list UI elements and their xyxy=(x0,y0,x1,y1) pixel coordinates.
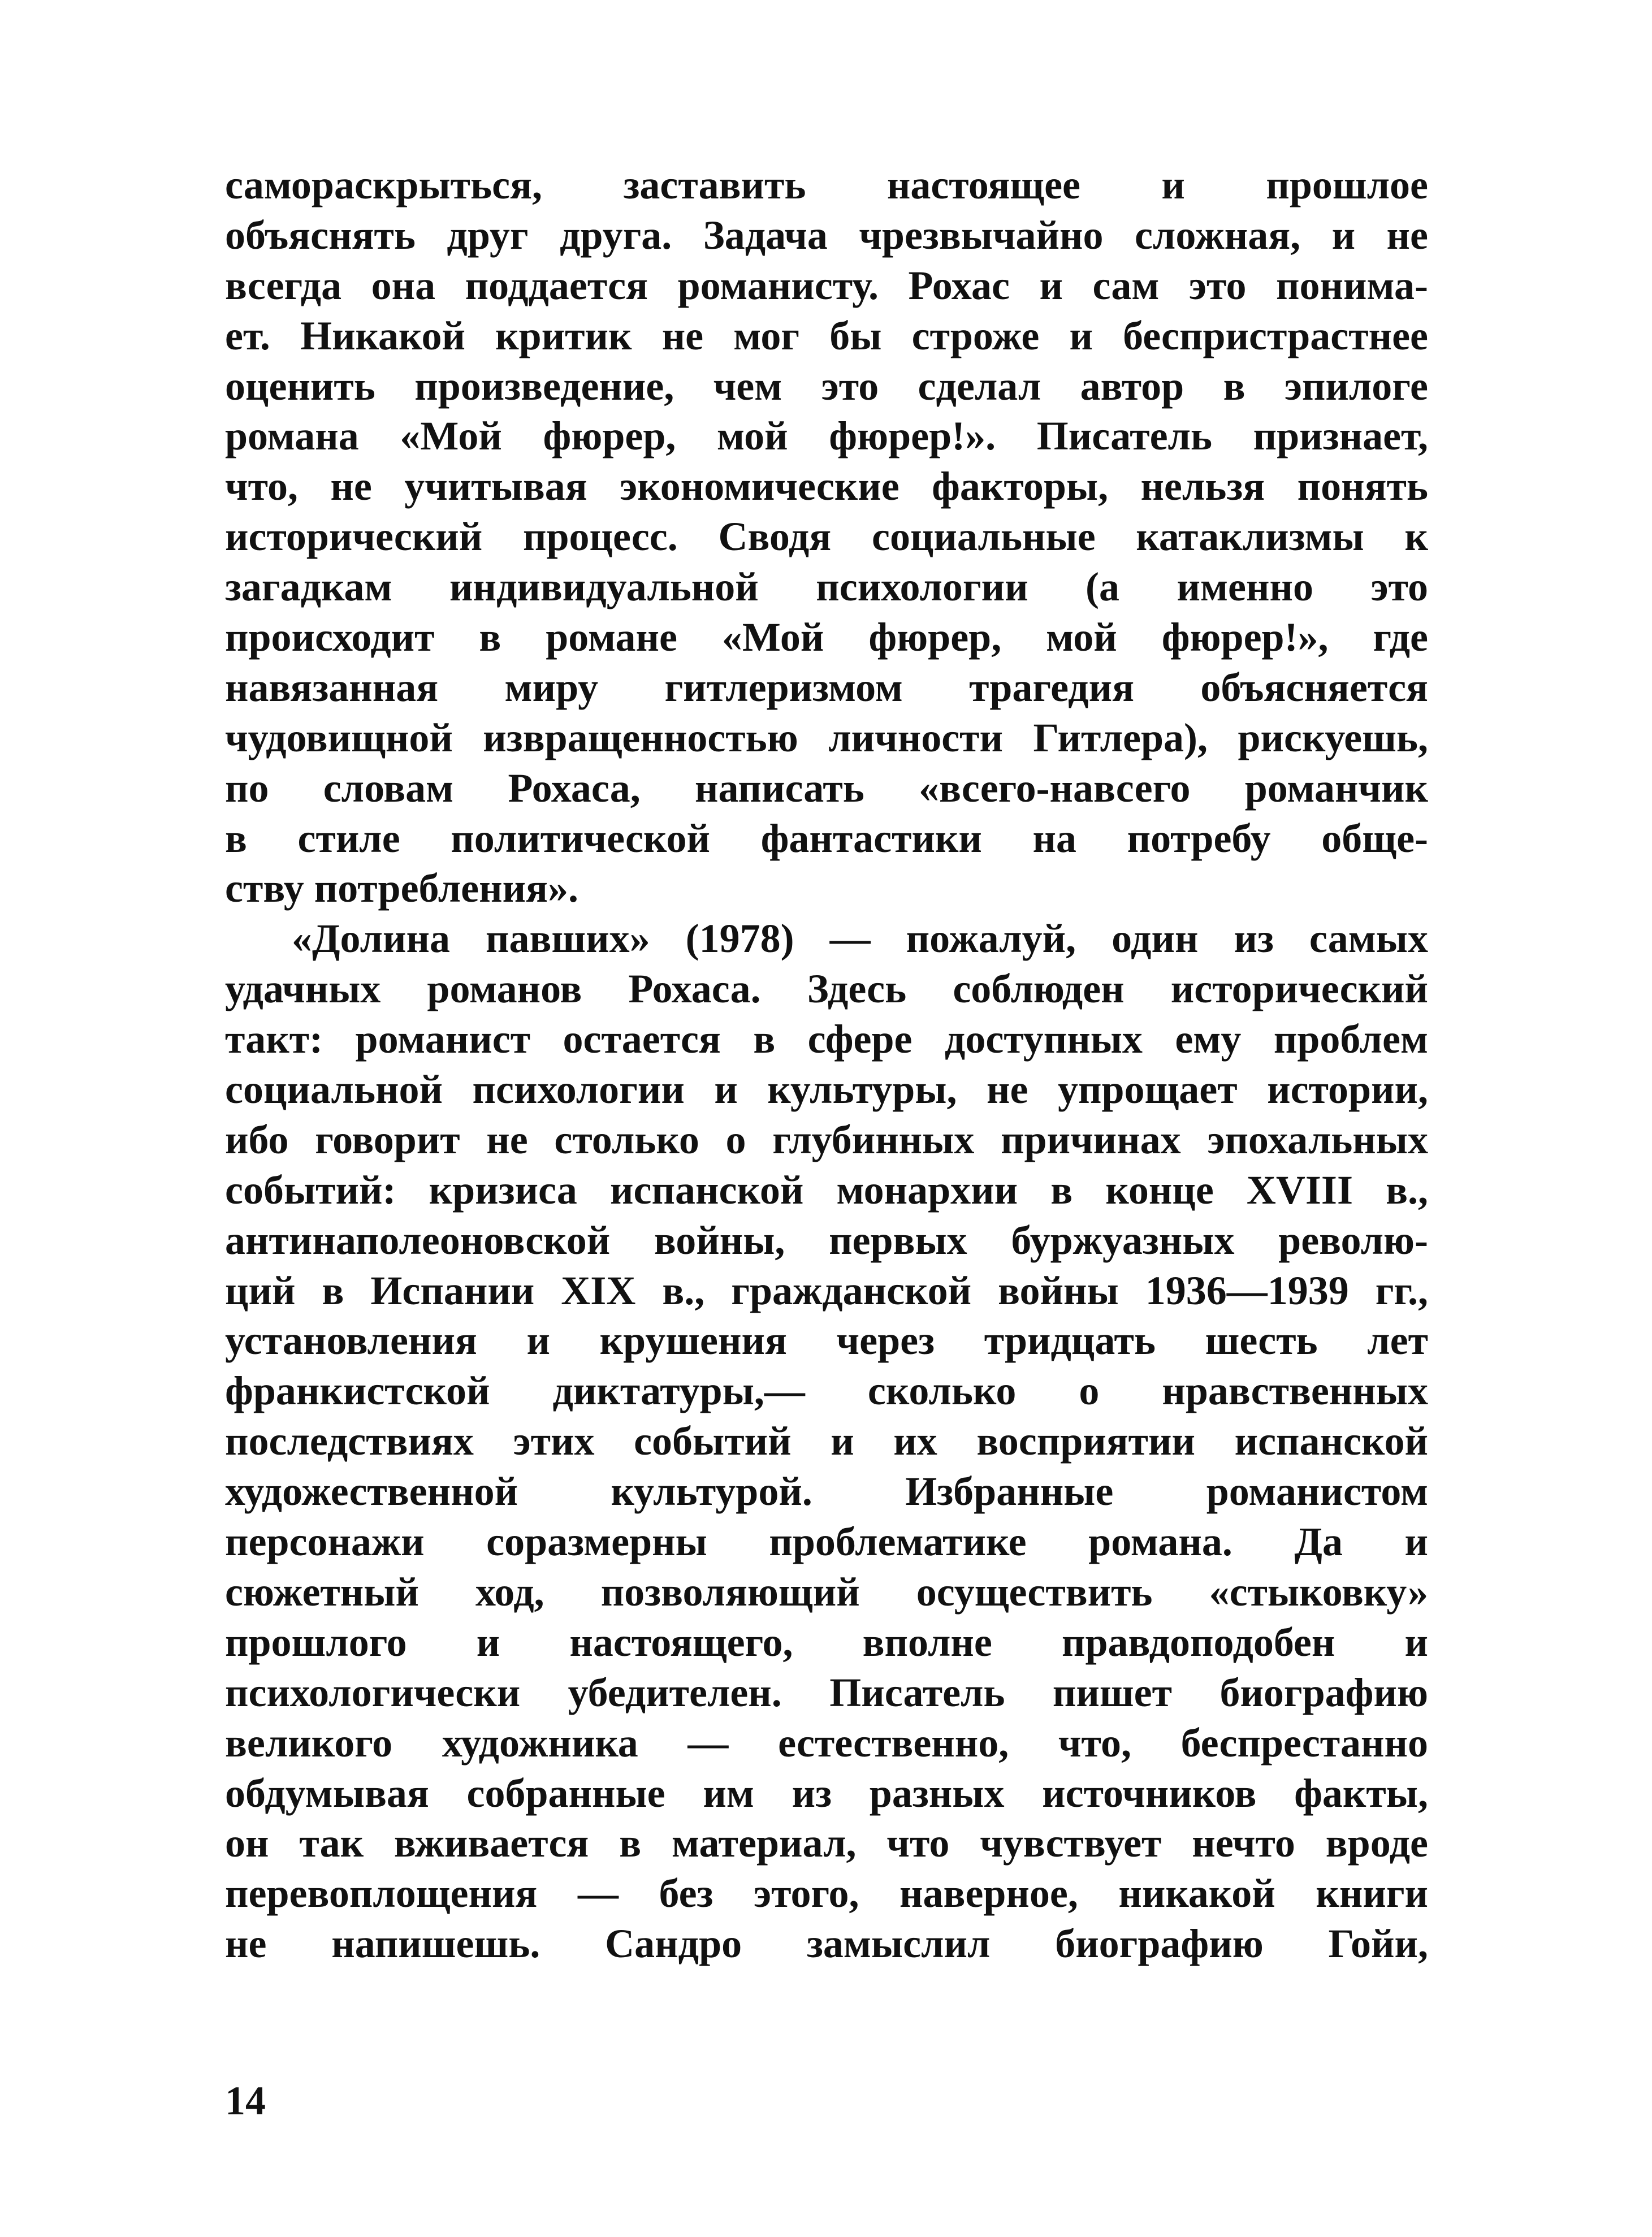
text-line: чудовищной извращенностью личности Гитлера), рискуешь, xyxy=(225,715,1428,760)
text-line: установления и крушения через тридцать шесть лет xyxy=(225,1318,1428,1364)
text-line: объяснять друг друга. Задача чрезвычайно сложная, и не xyxy=(225,212,1428,258)
body-text xyxy=(225,160,1428,1969)
text-line: такт: романист остается в сфере доступных ему проблем xyxy=(225,1016,1428,1062)
text-line: прошлого и настоящего, вполне правдоподобен и xyxy=(225,1619,1428,1665)
text-line: последствиях этих событий и их восприятии испанской xyxy=(225,1418,1428,1464)
text-line: социальной психологии и культуры, не упрощает истории, xyxy=(225,1067,1428,1113)
text-line: происходит в романе «Мой фюрер, мой фюрер!», где xyxy=(225,615,1428,660)
text-line: оценить произведение, чем это сделал автор в эпилоге xyxy=(225,363,1428,409)
text-line: исторический процесс. Сводя социальные катаклизмы к xyxy=(225,514,1428,560)
text-line: навязанная миру гитлеризмом трагедия объясняется xyxy=(225,664,1428,710)
text-line: ет. Никакой критик не мог бы строже и беспристрастнее xyxy=(225,313,1428,358)
text-line: он так вживается в материал, что чувствует нечто вроде xyxy=(225,1820,1428,1866)
text-line: художественной культурой. Избранные романистом xyxy=(225,1469,1428,1515)
text-line: загадкам индивидуальной психологии (а именно это xyxy=(225,564,1428,610)
text-line: перевоплощения — без этого, наверное, никакой книги xyxy=(225,1871,1428,1916)
text-line: по словам Рохаса, написать «всего-навсего романчик xyxy=(225,765,1428,811)
text-line: что, не учитывая экономические факторы, нельзя понять xyxy=(225,464,1428,509)
text-line: ибо говорит не столько о глубинных причинах эпохальных xyxy=(225,1117,1428,1162)
text-line: всегда она поддается романисту. Рохас и сам это понима- xyxy=(225,262,1428,308)
text-line: ству потребления». xyxy=(225,866,579,911)
text-line: самораскрыться, заставить настоящее и прошлое xyxy=(225,162,1428,207)
text-line: антинаполеоновской войны, первых буржуазных револю- xyxy=(225,1217,1428,1263)
text-line: ций в Испании XIX в., гражданской войны 1936—1939 гг., xyxy=(225,1267,1428,1313)
paragraph-start-line: «Долина павших» (1978) — пожалуй, один из самых xyxy=(292,916,1428,962)
text-line: в стиле политической фантастики на потребу обще- xyxy=(225,815,1428,861)
text-line: романа «Мой фюрер, мой фюрер!». Писатель признает, xyxy=(225,413,1428,459)
text-line: психологически убедителен. Писатель пишет биографию xyxy=(225,1669,1428,1715)
text-line: удачных романов Рохаса. Здесь соблюден исторический xyxy=(225,966,1428,1012)
text-line: сюжетный ход, позволяющий осуществить «стыковку» xyxy=(225,1569,1428,1615)
text-line: персонажи соразмерны проблематике романа. Да и xyxy=(225,1519,1428,1565)
text-line: событий: кризиса испанской монархии в конце XVIII в., xyxy=(225,1167,1428,1213)
text-line: франкистской диктатуры,— сколько о нравственных xyxy=(225,1368,1428,1414)
text-line: не напишешь. Сандро замыслил биографию Гойи, xyxy=(225,1921,1428,1967)
page-number: 14 xyxy=(225,2078,266,2123)
text-line: обдумывая собранные им из разных источников факты, xyxy=(225,1770,1428,1816)
text-line: великого художника — естественно, что, беспрестанно xyxy=(225,1720,1428,1766)
